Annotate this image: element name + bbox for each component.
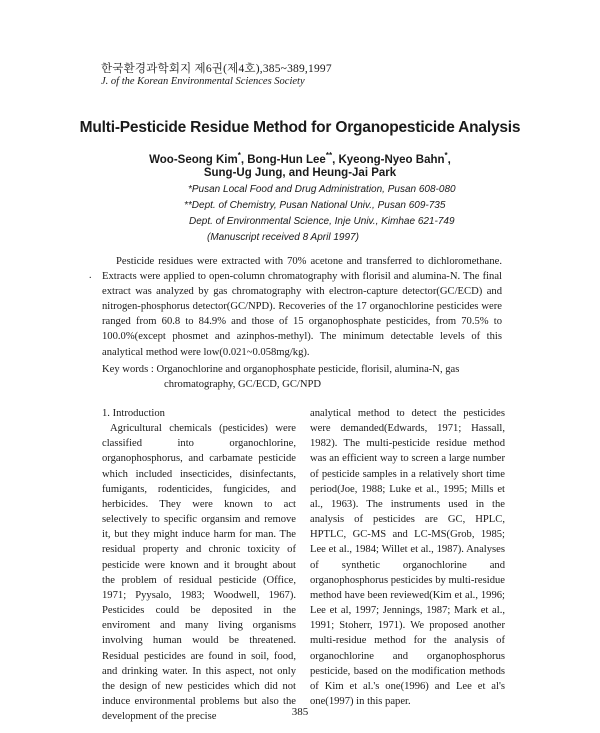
journal-citation: 한국환경과학회지 제6권(제4호),385~389,1997: [101, 63, 332, 75]
author-separator: ,: [447, 153, 451, 166]
abstract: Pesticide residues were extracted with 70% acetone and transferred to dichloromethane. Extracts were applied to open-column chromatography with florisil and alumina-N. The final extract was analyzed by gas chromatography with electron-capture detector(GC/ECD) and nitrogen-phosphorus detector(GC/NPD). Recoveries of the 17 organochlorine pesticides were ranged from 60.8 to 84.9% and those of 15 organophosphate pesticides, from 70.5% to 100.0%(except phosmet and azinphos-methyl). The minimum detectable levels of this analytical method were low(0.021~0.058mg/kg).: [102, 256, 502, 358]
body-right-column: [310, 406, 505, 709]
paper-title: Multi-Pesticide Residue Method for Organopesticide Analysis: [79, 119, 521, 136]
manuscript-received: (Manuscript received 8 April 1997): [207, 232, 359, 243]
authors-line-2: Sung-Ug Jung, and Heung-Jai Park: [203, 167, 397, 179]
intro-paragraph-left: Agricultural chemicals (pesticides) were classified into organochlorine, organophosphorus, and carbamate pesticide which included insecticides, disinfectants, fumigants, rodenticides, fungicides, and herbicides. They were known to act selectively to specific organsim and remove it, but they might induce harm for man. The residual property and chronic toxicity of pesticide were known and it brought about the problem of residual pesticide (Office, 1971; Pyysalo, 1983; Woodwell, 1967). Pesticides could be deposited in the enviroment and many living organisms involving human would be threatened. Residual pesticides are found in soil, food, and drinking water. In this aspect, not only the design of new pesticides which did not induce environmental problems but also the development of the precise: [102, 423, 296, 723]
author-separator: ,: [332, 153, 339, 166]
author-name: Kyeong-Nyeo Bahn: [338, 153, 445, 166]
intro-paragraph-right: analytical method to detect the pesticides were demanded(Edwards, 1971; Hassall, 1982). The multi-pesticide residue method was an efficient way to screen a large number of pesticide samples in a relatively short time period(Joe, 1988; Luke et al., 1995; Mills et al., 1963). The instruments used in the analysis of pesticides are GC, HPLC, HPTLC, GC-MS and LC-MS(Grob, 1985; Lee et al., 1984; Willet et al., 1987). Analyses of synthetic organochlorine and organophosphorus pesticides by multi-residue method have been reviewed(Kim et al., 1996; Lee et al, 1997; Jennings, 1987; Mark et al., 1991; Stoherr, 1971). We proposed another multi-residue method for the analysis of organochlorine and organophosphorus pesticide, based on the modification methods of Kim et al.'s one(1996) and Lee et al's one(1997) in this paper.: [310, 408, 505, 707]
author-mark: *: [444, 151, 448, 160]
affiliation-3: Dept. of Environmental Science, Inje Univ., Kimhae 621-749: [189, 216, 455, 227]
author-name: Woo-Seong Kim: [149, 153, 238, 166]
page-number: 385: [291, 706, 309, 718]
keywords: [102, 362, 506, 392]
keywords-label: Key words :: [102, 364, 157, 375]
journal-name: J. of the Korean Environmental Sciences Society: [101, 76, 305, 87]
body-left-column: [102, 406, 296, 724]
author-separator: ,: [240, 153, 248, 166]
keywords-text: Organochlorine and organophosphate pesticide, florisil, alumina-N, gas chromatography, GC/ECD, GC/NPD: [156, 364, 460, 391]
authors-line-1: [0, 151, 600, 166]
affiliation-2: **Dept. of Chemistry, Pusan National Univ., Pusan 609-735: [184, 200, 446, 211]
author-mark: *: [237, 151, 241, 160]
affiliation-1: *Pusan Local Food and Drug Administration, Pusan 608-080: [188, 184, 456, 195]
margin-mark: .: [89, 270, 92, 281]
section-heading: 1. Introduction: [102, 408, 165, 419]
author-mark: **: [325, 151, 333, 160]
author-name: Bong-Hun Lee: [247, 153, 326, 166]
